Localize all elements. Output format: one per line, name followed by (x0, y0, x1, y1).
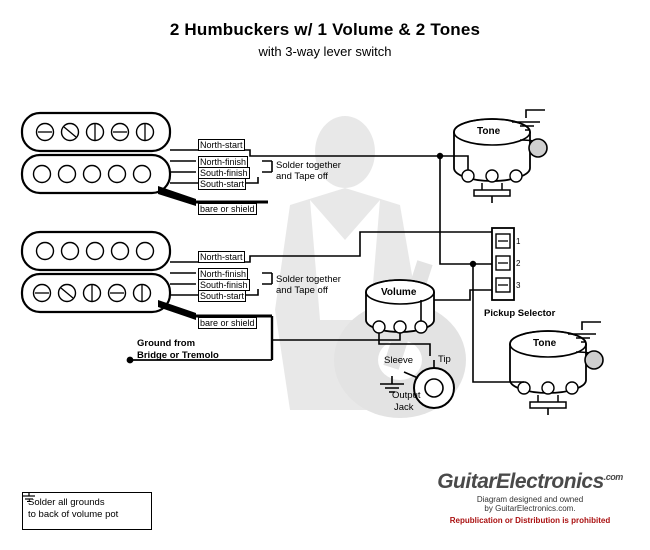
jack-name-line2: Jack (394, 402, 414, 413)
pickup-selector-label: Pickup Selector (484, 308, 556, 319)
jack-tip-label: Tip (438, 354, 451, 365)
neck-wire-label-south-finish: South-finish (200, 168, 248, 178)
bridge-wire-label-south-finish: South-finish (200, 280, 248, 290)
neck-solder-note-line2: and Tape off (276, 171, 328, 182)
bridge-solder-note-line2: and Tape off (276, 285, 328, 296)
tone-pot-lower (510, 322, 603, 415)
watermark-block (418, 470, 642, 540)
watermark-warning: Republication or Distribution is prohibited (449, 516, 611, 525)
neck-humbucker-body (22, 113, 170, 193)
jack-name-line1: Output (392, 390, 421, 401)
pickup-selector-switch (492, 228, 514, 300)
bridge-wire-label-bare-shield: bare or shield (200, 318, 255, 328)
legend-line1: Solder all grounds (28, 497, 105, 508)
tone-pot-upper-label: Tone (477, 126, 501, 137)
watermark-credit-line1: Diagram designed and owned (476, 495, 584, 504)
bridge-solder-note-line1: Solder together (276, 274, 341, 285)
watermark-credit-line2: by GuitarElectronics.com. (484, 504, 576, 513)
bridge-wire-label-north-finish: North-finish (200, 269, 247, 279)
jack-sleeve-label: Sleeve (384, 355, 414, 366)
page-subtitle: with 3-way lever switch (258, 44, 392, 59)
switch-position-1: 1 (516, 237, 521, 246)
bridge-wire-label-south-start: South-start (200, 291, 245, 301)
bridge-wire-label-north-start: North-start (200, 252, 243, 262)
tone-pot-lower-label: Tone (533, 338, 557, 349)
watermark-brand-name: GuitarElectronics (437, 470, 604, 493)
page-title: 2 Humbuckers w/ 1 Volume & 2 Tones (169, 20, 481, 39)
watermark-brand-suffix: .com (603, 472, 623, 482)
ground-symbol-icon (23, 493, 35, 502)
neck-wire-label-north-finish: North-finish (200, 157, 247, 167)
ground-note-line1: Ground from (137, 338, 196, 349)
legend-box (22, 492, 152, 530)
neck-wire-label-south-start: South-start (200, 179, 245, 189)
neck-solder-note-line1: Solder together (276, 160, 341, 171)
ground-note-line2: Bridge or Tremolo (137, 350, 219, 361)
switch-position-3: 3 (516, 281, 521, 290)
neck-wire-label-north-start: North-start (200, 140, 243, 150)
watermark-brand (418, 470, 642, 494)
volume-pot-label: Volume (381, 287, 417, 298)
neck-wire-label-bare-shield: bare or shield (200, 204, 255, 214)
bridge-humbucker-body (22, 232, 170, 312)
switch-position-2: 2 (516, 259, 521, 268)
legend-line2: to back of volume pot (28, 509, 119, 520)
